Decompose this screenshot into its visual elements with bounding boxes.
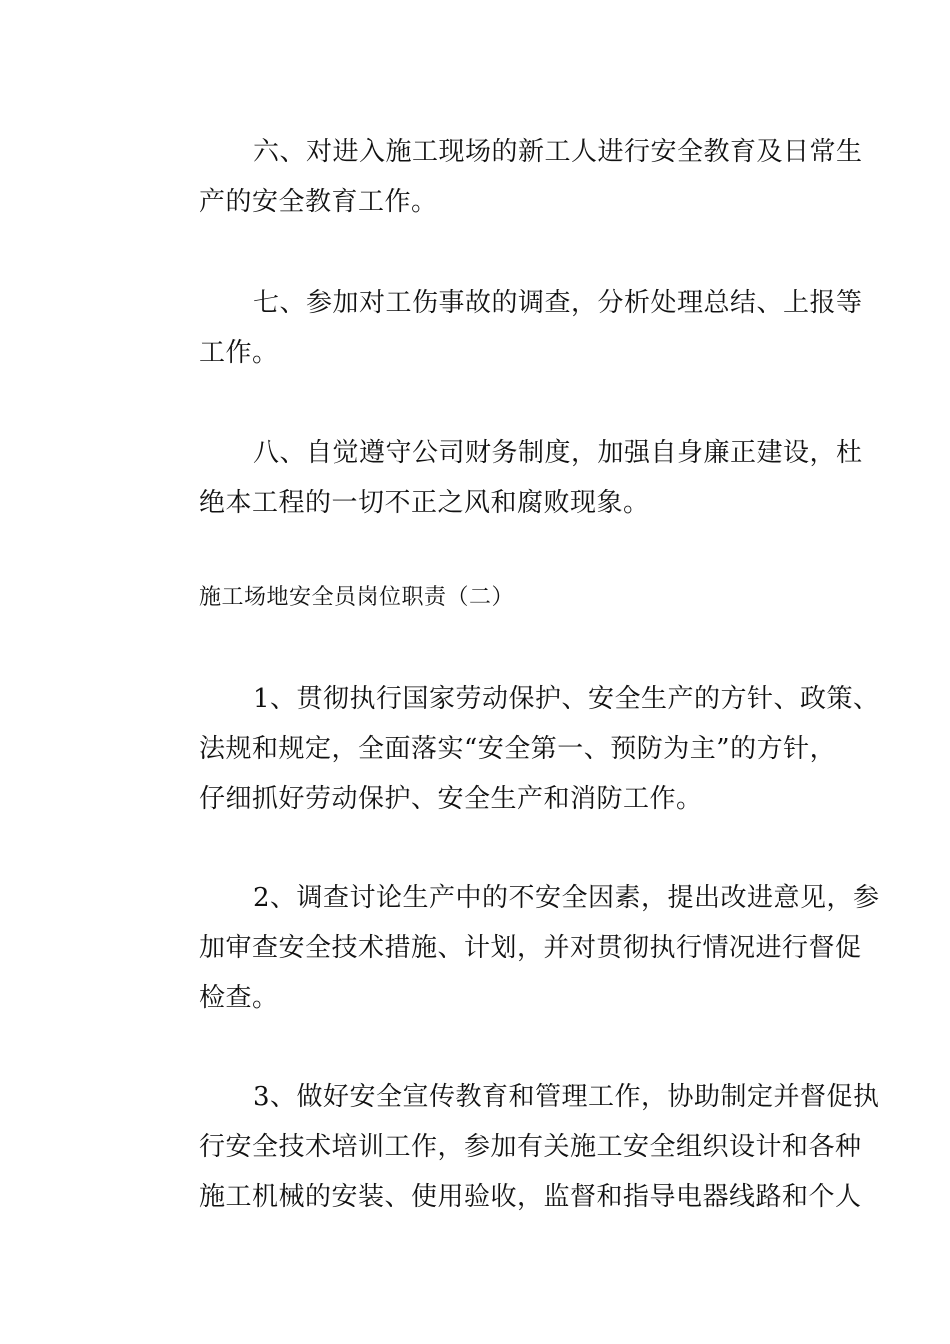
paragraph-line: 工作。: [199, 338, 279, 368]
paragraph-line: 法规和规定，全面落实“安全第一、预防为主”的方针，: [199, 734, 837, 764]
paragraph-line: 六、对进入施工现场的新工人进行安全教育及日常生: [253, 137, 863, 167]
paragraph-line: 八、自觉遵守公司财务制度，加强自身廉正建设，杜: [253, 438, 863, 468]
duty-item-1: [145, 674, 880, 824]
paragraph-item-6: [145, 127, 863, 227]
paragraph-line: 行安全技术培训工作，参加有关施工安全组织设计和各种: [199, 1132, 862, 1162]
paragraph-line: 绝本工程的一切不正之风和腐败现象。: [199, 488, 650, 518]
paragraph-item-8: [145, 428, 863, 528]
duty-item-3: [145, 1072, 880, 1222]
paragraph-line: 产的安全教育工作。: [199, 187, 438, 217]
paragraph-line: 七、参加对工伤事故的调查，分析处理总结、上报等: [253, 288, 863, 318]
paragraph-line: 3、做好安全宣传教育和管理工作，协助制定并督促执: [253, 1082, 880, 1112]
paragraph-line: 施工机械的安装、使用验收，监督和指导电器线路和个人: [199, 1182, 862, 1212]
section-heading: 施工场地安全员岗位职责（二）: [199, 585, 515, 610]
paragraph-item-7: [145, 278, 863, 378]
paragraph-line: 1、贯彻执行国家劳动保护、安全生产的方针、政策、: [253, 684, 880, 714]
paragraph-line: 加审查安全技术措施、计划，并对贯彻执行情况进行督促: [199, 933, 862, 963]
duty-item-2: [145, 873, 880, 1023]
paragraph-line: 仔细抓好劳动保护、安全生产和消防工作。: [199, 784, 703, 814]
paragraph-line: 2、调查讨论生产中的不安全因素，提出改进意见，参: [253, 883, 880, 913]
paragraph-line: 检查。: [199, 983, 279, 1013]
